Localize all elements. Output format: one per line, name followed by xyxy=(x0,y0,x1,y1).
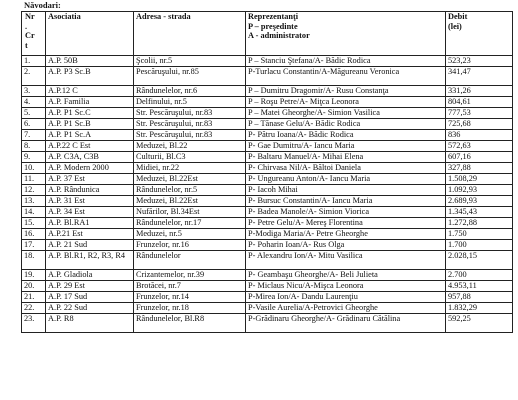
header-reprezentanti xyxy=(246,12,446,56)
cell-nr: 2. xyxy=(22,67,46,86)
cell-asociatia: A.P. Bl.RA1 xyxy=(46,218,134,229)
cell-adresa: Delfinului, nr.5 xyxy=(134,97,246,108)
cell-reprezentanti: P- Petre Gelu/A- Mereş Florentina xyxy=(246,218,446,229)
cell-asociatia: A.P. Modern 2000 xyxy=(46,163,134,174)
cell-reprezentanti: P – Roşu Petre/A- Miţca Leonora xyxy=(246,97,446,108)
cell-asociatia: A.P. 17 Sud xyxy=(46,292,134,303)
cell-reprezentanti: P-Modiga Maria/A- Petre Gheorghe xyxy=(246,229,446,240)
cell-debit: 607,16 xyxy=(446,152,513,163)
cell-adresa: Rândunelelor, Bl.R8 xyxy=(134,314,246,333)
cell-asociatia: A.P. 50B xyxy=(46,56,134,67)
cell-reprezentanti: P – Matei Gheorghe/A- Simion Vasilica xyxy=(246,108,446,119)
table-row xyxy=(22,303,513,314)
cell-adresa: Frunzelor, nr.18 xyxy=(134,303,246,314)
table-row xyxy=(22,292,513,303)
cell-debit: 4.953,11 xyxy=(446,281,513,292)
cell-debit: 1.272,88 xyxy=(446,218,513,229)
cell-reprezentanti: P- Ungureanu Anton/A- Iancu Maria xyxy=(246,174,446,185)
cell-debit: 2.689,93 xyxy=(446,196,513,207)
cell-nr: 21. xyxy=(22,292,46,303)
cell-adresa: Şcolii, nr.5 xyxy=(134,56,246,67)
cell-adresa: Culturii, Bl.C3 xyxy=(134,152,246,163)
cell-asociatia: A.P. Gladiola xyxy=(46,270,134,281)
cell-nr: 10. xyxy=(22,163,46,174)
cell-reprezentanti: P-Vasile Aurelia/A-Petrovici Gheorghe xyxy=(246,303,446,314)
header-nr xyxy=(22,12,46,56)
table-row xyxy=(22,185,513,196)
cell-debit: 1.750 xyxy=(446,229,513,240)
cell-debit: 341,47 xyxy=(446,67,513,86)
cell-adresa: Meduzei, Bl.22Est xyxy=(134,196,246,207)
cell-asociatia: A.P. 34 Est xyxy=(46,207,134,218)
table-row xyxy=(22,281,513,292)
cell-adresa: Rândunelelor xyxy=(134,251,246,270)
cell-adresa: Rândunelelor, nr.5 xyxy=(134,185,246,196)
table-row xyxy=(22,218,513,229)
cell-asociatia: A.P. P1 Sc.B xyxy=(46,119,134,130)
cell-adresa: Rândunelelor, nr.17 xyxy=(134,218,246,229)
cell-nr: 12. xyxy=(22,185,46,196)
cell-asociatia: A.P. P1 Sc.C xyxy=(46,108,134,119)
table-row xyxy=(22,86,513,97)
header-debit-label: Debit (lei) xyxy=(448,12,468,31)
cell-reprezentanti: P- Pătru Ioana/A- Bădic Rodica xyxy=(246,130,446,141)
table-row xyxy=(22,67,513,86)
cell-debit: 1.832,29 xyxy=(446,303,513,314)
cell-adresa: Rândunelelor, nr.6 xyxy=(134,86,246,97)
cell-adresa: Crizantemelor, nr.39 xyxy=(134,270,246,281)
cell-reprezentanti: P- Alexandru Ion/A- Mitu Vasilica xyxy=(246,251,446,270)
cell-debit: 2.028,15 xyxy=(446,251,513,270)
cell-reprezentanti: P – Stanciu Ştefana/A- Bădic Rodica xyxy=(246,56,446,67)
cell-adresa: Meduzei, nr.5 xyxy=(134,229,246,240)
cell-asociatia: A.P. Bl.R1, R2, R3, R4 xyxy=(46,251,134,270)
cell-reprezentanti: P-Grădinaru Gheorghe/A- Grădinaru Cătălina xyxy=(246,314,446,333)
cell-debit: 572,63 xyxy=(446,141,513,152)
cell-debit: 1.092,93 xyxy=(446,185,513,196)
cell-adresa: Meduzei, Bl.22 xyxy=(134,141,246,152)
cell-adresa: Frunzelor, nr.14 xyxy=(134,292,246,303)
cell-adresa: Nufărilor, Bl.34Est xyxy=(134,207,246,218)
cell-debit: 836 xyxy=(446,130,513,141)
table-row xyxy=(22,119,513,130)
cell-asociatia: A.P. 31 Est xyxy=(46,196,134,207)
table-row xyxy=(22,240,513,251)
cell-nr: 19. xyxy=(22,270,46,281)
cell-reprezentanti: P – Tănase Gelu/A- Bădic Rodica xyxy=(246,119,446,130)
header-reprezentanti-label: Reprezentanţi P – preşedinte A - administrator xyxy=(248,12,310,41)
cell-nr: 18. xyxy=(22,251,46,270)
cell-nr: 17. xyxy=(22,240,46,251)
cell-reprezentanti: P- Iacoh Mihai xyxy=(246,185,446,196)
cell-reprezentanti: P- Badea Manole/A- Simion Viorica xyxy=(246,207,446,218)
cell-nr: 5. xyxy=(22,108,46,119)
cell-reprezentanti: P-Mirea Ion/A- Dandu Laurenţiu xyxy=(246,292,446,303)
table-header-row xyxy=(22,12,513,56)
cell-adresa: Meduzei, Bl.22Est xyxy=(134,174,246,185)
cell-nr: 20. xyxy=(22,281,46,292)
cell-reprezentanti: P – Dumitru Dragomir/A- Rusu Constanţa xyxy=(246,86,446,97)
cell-reprezentanti: P- Bursuc Constantin/A- Iancu Maria xyxy=(246,196,446,207)
table-row xyxy=(22,108,513,119)
table-row xyxy=(22,251,513,270)
cell-nr: 8. xyxy=(22,141,46,152)
cell-asociatia: A.P.12 C xyxy=(46,86,134,97)
cell-adresa: Frunzelor, nr.16 xyxy=(134,240,246,251)
cell-asociatia: A.P. R8 xyxy=(46,314,134,333)
table-row xyxy=(22,270,513,281)
cell-nr: 9. xyxy=(22,152,46,163)
cell-nr: 11. xyxy=(22,174,46,185)
cell-debit: 777,53 xyxy=(446,108,513,119)
header-asociatia: Asociatia xyxy=(46,12,134,56)
cell-reprezentanti: P- Geambaşu Gheorghe/A- Beli Julieta xyxy=(246,270,446,281)
cell-debit: 327,88 xyxy=(446,163,513,174)
cell-asociatia: A.P. Rândunica xyxy=(46,185,134,196)
cell-reprezentanti: P- Chirvasa Nil/A- Băltoi Daniela xyxy=(246,163,446,174)
cell-asociatia: A.P. 22 Sud xyxy=(46,303,134,314)
table-row xyxy=(22,163,513,174)
cell-asociatia: A.P. Familia xyxy=(46,97,134,108)
table-body xyxy=(22,56,513,333)
cell-nr: 3. xyxy=(22,86,46,97)
cell-nr: 14. xyxy=(22,207,46,218)
cell-nr: 22. xyxy=(22,303,46,314)
table-row xyxy=(22,196,513,207)
cell-debit: 523,23 xyxy=(446,56,513,67)
table-row xyxy=(22,130,513,141)
cell-debit: 1.508,29 xyxy=(446,174,513,185)
table-row xyxy=(22,152,513,163)
table-row xyxy=(22,56,513,67)
header-adresa: Adresa - strada xyxy=(134,12,246,56)
table-caption: Năvodari: xyxy=(24,0,61,10)
cell-debit: 725,68 xyxy=(446,119,513,130)
cell-adresa: Str. Pescăruşului, nr.83 xyxy=(134,130,246,141)
cell-debit: 1.345,43 xyxy=(446,207,513,218)
table-row xyxy=(22,97,513,108)
cell-reprezentanti: P- Gae Dumitru/A- Iancu Maria xyxy=(246,141,446,152)
table-row xyxy=(22,229,513,240)
cell-nr: 23. xyxy=(22,314,46,333)
cell-debit: 957,88 xyxy=(446,292,513,303)
cell-asociatia: A.P. 29 Est xyxy=(46,281,134,292)
cell-asociatia: A.P. C3A, C3B xyxy=(46,152,134,163)
cell-reprezentanti: P- Poharin Ioan/A- Rus Olga xyxy=(246,240,446,251)
cell-nr: 7. xyxy=(22,130,46,141)
cell-asociatia: A.P. 21 Sud xyxy=(46,240,134,251)
table-row xyxy=(22,141,513,152)
cell-reprezentanti: P-Turlacu Constantin/A-Măgureanu Veronica xyxy=(246,67,446,86)
cell-reprezentanti: P- Miclaus Nicu/A-Mişca Leonora xyxy=(246,281,446,292)
cell-nr: 4. xyxy=(22,97,46,108)
cell-asociatia: A.P. P1 Sc.A xyxy=(46,130,134,141)
cell-reprezentanti: P- Baltaru Manuel/A- Mihai Elena xyxy=(246,152,446,163)
table-row xyxy=(22,174,513,185)
cell-adresa: Midiei, nr.22 xyxy=(134,163,246,174)
cell-asociatia: A.P.21 Est xyxy=(46,229,134,240)
cell-nr: 6. xyxy=(22,119,46,130)
cell-debit: 2.700 xyxy=(446,270,513,281)
header-nr-label: Nr . Cr t xyxy=(25,12,35,50)
cell-adresa: Str. Pescăruşului, nr.83 xyxy=(134,119,246,130)
cell-nr: 16. xyxy=(22,229,46,240)
cell-nr: 15. xyxy=(22,218,46,229)
cell-nr: 13. xyxy=(22,196,46,207)
cell-nr: 1. xyxy=(22,56,46,67)
header-debit xyxy=(446,12,513,56)
cell-asociatia: A.P. P3 Sc.B xyxy=(46,67,134,86)
cell-debit: 592,25 xyxy=(446,314,513,333)
cell-asociatia: A.P.22 C Est xyxy=(46,141,134,152)
table-row xyxy=(22,207,513,218)
cell-adresa: Brotăcei, nr.7 xyxy=(134,281,246,292)
cell-debit: 331,26 xyxy=(446,86,513,97)
cell-adresa: Pescăruşului, nr.85 xyxy=(134,67,246,86)
cell-adresa: Str. Pescăruşului, nr.83 xyxy=(134,108,246,119)
table-row xyxy=(22,314,513,333)
cell-debit: 1.700 xyxy=(446,240,513,251)
cell-debit: 804,61 xyxy=(446,97,513,108)
associations-table xyxy=(21,11,513,333)
cell-asociatia: A.P. 37 Est xyxy=(46,174,134,185)
